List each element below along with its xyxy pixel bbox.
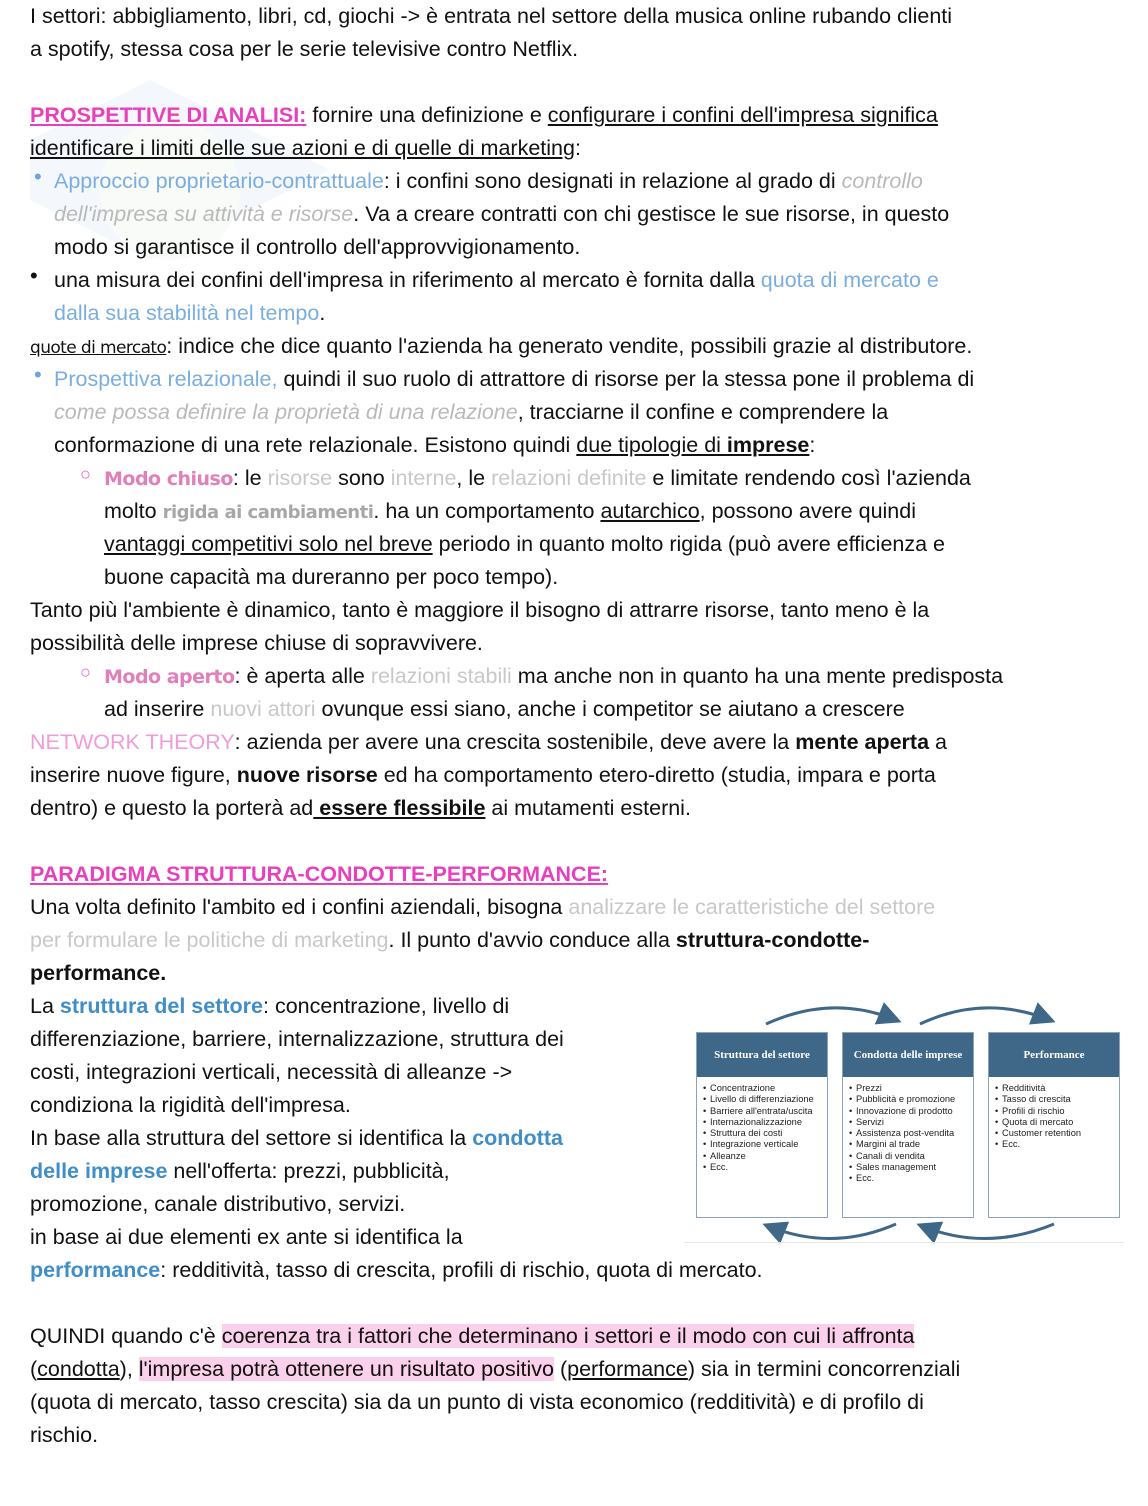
diagram-list-item: • Canali di vendita [849, 1151, 973, 1162]
text-line: (condotta), l'impresa potrà ottenere un risultato positivo (performance) sia in termini concorrenziali [30, 1357, 961, 1381]
bullet-line: Approccio proprietario-contrattuale: i confini sono designati in relazione al grado di controllo [54, 169, 923, 193]
text-line: differenziazione, barriere, internalizzazione, struttura dei [30, 1027, 564, 1051]
bullet-line: Prospettiva relazionale, quindi il suo ruolo di attrattore di risorse per la stessa pone il problema di [54, 367, 975, 391]
text-line: identificare i limiti delle sue azioni e di quelle di marketing: [30, 136, 581, 160]
diagram-list-item: • Ecc. [995, 1139, 1119, 1150]
text-line: I settori: abbigliamento, libri, cd, giochi -> è entrata nel settore della musica online rubando clienti [30, 4, 953, 28]
text-line [30, 858, 608, 891]
bullet-icon: • [30, 263, 38, 288]
text-line: dell'impresa su attività e risorse. Va a creare contratti con chi gestisce le sue risorse, in questo [54, 202, 950, 226]
text-line: In base alla struttura del settore si identifica la condotta [30, 1126, 563, 1150]
text-line: performance. [30, 961, 167, 985]
diagram-list-item: • Alleanze [703, 1151, 827, 1162]
diagram-list-item: • Servizi [849, 1117, 973, 1128]
diagram-box-title: Struttura del settore [697, 1033, 827, 1077]
diagram-box-struttura [696, 1032, 828, 1218]
diagram-box-condotta [842, 1032, 974, 1218]
diagram-list-item: • Internazionalizzazione [703, 1117, 827, 1128]
diagram-list-item: • Prezzi [849, 1083, 973, 1094]
diagram-list-item: • Customer retention [995, 1128, 1119, 1139]
text-line: dentro) e questo la porterà ad essere flessibile ai mutamenti esterni. [30, 796, 691, 820]
section-heading-prospettive: PROSPETTIVE DI ANALISI: [30, 103, 307, 127]
text-line: in base ai due elementi ex ante si identifica la [30, 1225, 463, 1249]
text-line: promozione, canale distributivo, servizi. [30, 1192, 406, 1216]
diagram-box-performance [988, 1032, 1120, 1218]
diagram-list-item: • Margini al trade [849, 1139, 973, 1150]
text-line: (quota di mercato, tasso crescita) sia da un punto di vista economico (redditività) e di profilo di [30, 1390, 924, 1414]
diagram-list-item: • Profili di rischio [995, 1106, 1119, 1117]
text-line: a spotify, stessa cosa per le serie televisive contro Netflix. [30, 37, 579, 61]
diagram-list-item: • Quota di mercato [995, 1117, 1119, 1128]
text-line: quote di mercato: indice che dice quanto l'azienda ha generato vendite, possibili grazie al distributore. [30, 334, 973, 358]
bullet-line: Modo chiuso: le risorse sono interne, le relazioni definite e limitate rendendo così l'azienda [104, 466, 971, 490]
text-line: molto rigida ai cambiamenti. ha un comportamento autarchico, possono avere quindi [104, 499, 916, 523]
diagram-list-item: • Tasso di crescita [995, 1094, 1119, 1105]
text-line: inserire nuove figure, nuove risorse ed ha comportamento etero-diretto (studia, impara e porta [30, 763, 936, 787]
diagram-list-item: • Assistenza post-vendita [849, 1128, 973, 1139]
diagram-list-item: • Integrazione verticale [703, 1139, 827, 1150]
bullet-line: Modo aperto: è aperta alle relazioni stabili ma anche non in quanto ha una mente predisposta [104, 664, 1004, 688]
text-line: La struttura del settore: concentrazione, livello di [30, 994, 510, 1018]
text-line: conformazione di una rete relazionale. Esistono quindi due tipologie di imprese: [54, 433, 816, 457]
diagram-box-title: Condotta delle imprese [843, 1033, 973, 1077]
diagram-list-item: • Ecc. [703, 1162, 827, 1173]
circle-bullet-icon: ○ [80, 662, 91, 682]
bullet-icon: • [34, 164, 42, 189]
text-line: Tanto più l'ambiente è dinamico, tanto è maggiore il bisogno di attrarre risorse, tanto meno è la [30, 598, 930, 622]
text-line: modo si garantisce il controllo dell'approvvigionamento. [54, 235, 581, 259]
text-line: QUINDI quando c'è coerenza tra i fattori che determinano i settori e il modo con cui li affronta [30, 1324, 915, 1348]
text-line: come possa definire la proprietà di una relazione, tracciarne il confine e comprendere la [54, 400, 889, 424]
diagram-divider [684, 1242, 1124, 1243]
text-line: buone capacità ma dureranno per poco tempo). [104, 565, 559, 589]
text-line: per formulare le politiche di marketing. Il punto d'avvio conduce alla struttura-condotte- [30, 928, 870, 952]
diagram-list-item: • Struttura dei costi [703, 1128, 827, 1139]
scp-diagram [684, 998, 1124, 1244]
circle-bullet-icon: ○ [80, 464, 91, 484]
diagram-box-title: Performance [989, 1033, 1119, 1077]
text-line: performance: redditività, tasso di crescita, profili di rischio, quota di mercato. [30, 1258, 763, 1282]
diagram-list-item: • Pubblicità e promozione [849, 1094, 973, 1105]
diagram-list-item: • Redditività [995, 1083, 1119, 1094]
text-line: Una volta definito l'ambito ed i confini aziendali, bisogna analizzare le caratteristiche del settore [30, 895, 936, 919]
diagram-list-item: • Ecc. [849, 1173, 973, 1184]
text-line: dalla sua stabilità nel tempo. [54, 301, 326, 325]
bullet-line: una misura dei confini dell'impresa in riferimento al mercato è fornita dalla quota di mercato e [54, 268, 939, 292]
text-line: delle imprese nell'offerta: prezzi, pubblicità, [30, 1159, 450, 1183]
text-line: condiziona la rigidità dell'impresa. [30, 1093, 351, 1117]
section-heading-paradigma: PARADIGMA STRUTTURA-CONDOTTE-PERFORMANCE: [30, 862, 609, 886]
prospettive-line: PROSPETTIVE DI ANALISI: fornire una definizione e configurare i confini dell'impresa significa [30, 103, 938, 127]
diagram-list-item: • Livello di differenziazione [703, 1094, 827, 1105]
text-line: costi, integrazioni verticali, necessità di alleanze -> [30, 1060, 513, 1084]
diagram-list-item: • Barriere all'entrata/uscita [703, 1106, 827, 1117]
text-line: ad inserire nuovi attori ovunque essi siano, anche i competitor se aiutano a crescere [104, 697, 905, 721]
diagram-list-item: • Concentrazione [703, 1083, 827, 1094]
text-line: vantaggi competitivi solo nel breve periodo in quanto molto rigida (può avere efficienza e [104, 532, 946, 556]
text-line: NETWORK THEORY: azienda per avere una crescita sostenibile, deve avere la mente aperta a [30, 730, 947, 754]
diagram-list-item: • Innovazione di prodotto [849, 1106, 973, 1117]
text-line: possibilità delle imprese chiuse di sopravvivere. [30, 631, 483, 655]
diagram-list-item: • Sales management [849, 1162, 973, 1173]
text-line: rischio. [30, 1423, 99, 1447]
bullet-icon: • [34, 362, 42, 387]
